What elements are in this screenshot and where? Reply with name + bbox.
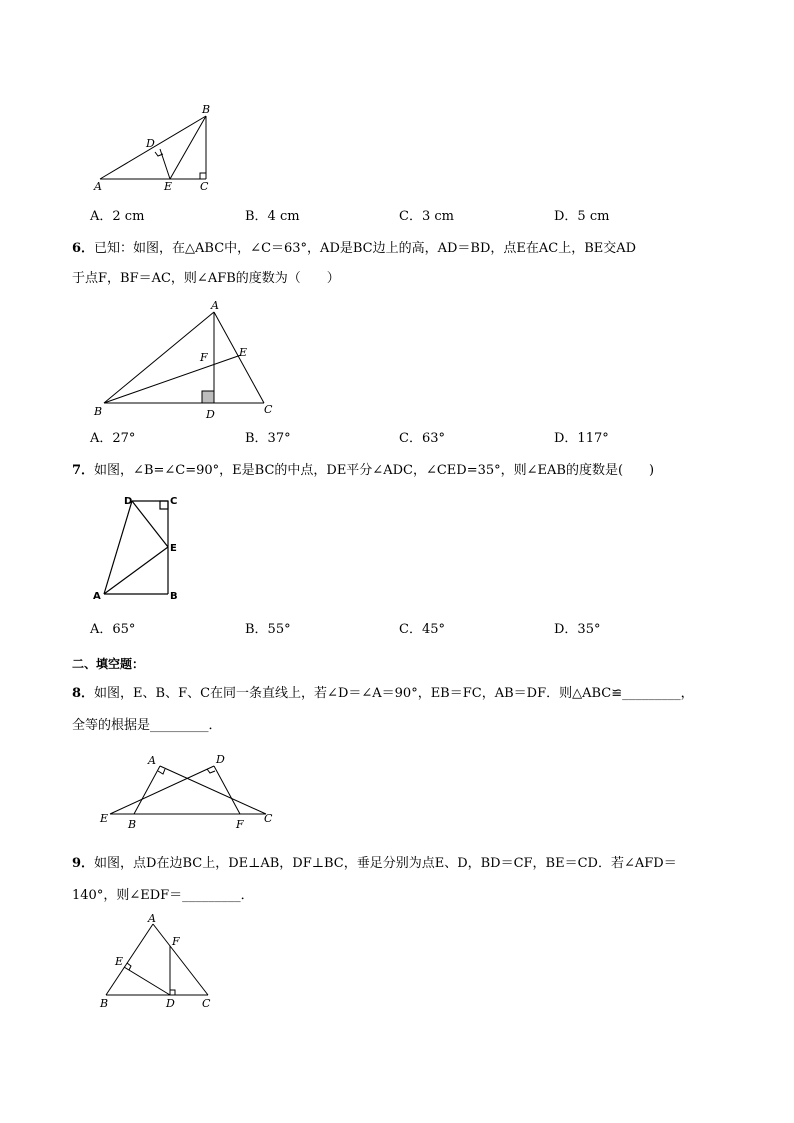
q6-option-d[interactable]: D．117° — [554, 431, 609, 446]
q9-label-e: E — [115, 955, 124, 968]
q8-label-d: D — [216, 753, 225, 766]
right-angle-mark-d — [207, 769, 215, 773]
q6-option-a[interactable]: A．27° — [90, 431, 136, 446]
q7-label-a: A — [93, 591, 101, 602]
q8-stem-line1 — [72, 686, 694, 702]
right-angle-mark-c — [160, 501, 168, 509]
q8-label-e: E — [100, 812, 109, 825]
q9-stem-line1 — [72, 856, 677, 872]
segment-ed — [124, 967, 170, 995]
q6-figure — [88, 298, 288, 423]
q7-label-c: C — [170, 496, 178, 507]
q9-label-c: C — [202, 997, 211, 1010]
q5-label-b: B — [202, 103, 211, 116]
segment-df — [214, 766, 240, 814]
segment-ae — [104, 547, 168, 594]
q7-option-d[interactable]: D．35° — [554, 622, 601, 637]
q8-label-a: A — [148, 754, 156, 767]
q5-option-d[interactable]: D．5 cm — [554, 209, 610, 224]
q5-option-b[interactable]: B．4 cm — [245, 209, 300, 224]
segment-ab — [106, 924, 153, 995]
q9-label-f: F — [172, 935, 180, 948]
q7-option-c[interactable]: C．45° — [399, 622, 445, 637]
segment-be — [170, 116, 206, 179]
right-angle-mark-c — [200, 173, 206, 179]
q8-number: 8． — [72, 686, 95, 701]
segment-be — [104, 355, 241, 403]
q6-option-c[interactable]: C．63° — [399, 431, 445, 446]
right-angle-mark-d — [170, 990, 175, 995]
q5-figure — [90, 100, 230, 195]
section-fill-blank-title: 二、填空题： — [72, 657, 145, 671]
q9-label-d: D — [166, 997, 175, 1010]
q6-label-f: F — [200, 351, 208, 364]
q7-stem-line1 — [72, 463, 654, 479]
q5-option-c[interactable]: C．3 cm — [399, 209, 454, 224]
q7-option-b[interactable]: B．55° — [245, 622, 291, 637]
q7-stem-text1: 如图，∠B=∠C=90°，E是BC的中点，DE平分∠ADC，∠CED=35°，则∠EAB的度数是( ) — [94, 463, 655, 478]
q8-label-c: C — [264, 812, 273, 825]
q6-label-c: C — [264, 403, 273, 416]
q8-stem-line2: 全等的根据是_________． — [72, 718, 222, 733]
q8-label-f: F — [236, 818, 244, 831]
q9-figure — [94, 912, 219, 1012]
q6-option-b[interactable]: B．37° — [245, 431, 291, 446]
q9-stem-line2: 140°，则∠EDF＝_________． — [72, 888, 254, 903]
q9-number: 9． — [72, 856, 95, 871]
q6-stem-line1 — [72, 241, 636, 257]
q8-stem-text1: 如图，E、B、F、C在同一条直线上，若∠D＝∠A＝90°，EB＝FC，AB＝DF．则△ABC≌_________， — [94, 686, 694, 701]
q7-option-a[interactable]: A．65° — [90, 622, 136, 637]
segment-ab — [104, 312, 214, 403]
q6-number: 6． — [72, 241, 95, 256]
right-angle-mark-d — [202, 391, 214, 403]
segment-de — [132, 501, 168, 547]
q5-label-c: C — [200, 180, 209, 193]
q6-label-b: B — [94, 405, 103, 418]
q6-stem-text1: 已知：如图，在△ABC中，∠C＝63°，AD是BC边上的高，AD＝BD，点E在AC上，BE交AD — [94, 241, 637, 256]
segment-ad — [104, 501, 132, 594]
q6-stem-line2: 于点F，BF＝AC，则∠AFB的度数为（ ） — [72, 271, 340, 286]
q5-label-e: E — [164, 180, 173, 193]
q6-label-a: A — [211, 299, 219, 312]
q7-figure — [90, 493, 190, 603]
q8-figure — [96, 748, 281, 832]
q7-label-b: B — [170, 591, 178, 602]
q8-label-b: B — [128, 818, 137, 831]
q5-label-d: D — [146, 137, 155, 150]
q9-label-a: A — [148, 912, 156, 925]
q7-number: 7． — [72, 463, 95, 478]
q5-option-a[interactable]: A．2 cm — [90, 209, 145, 224]
segment-de — [160, 149, 170, 179]
q6-label-e: E — [239, 346, 248, 359]
q7-label-d: D — [124, 496, 133, 507]
right-angle-mark-a — [158, 769, 165, 774]
q6-label-d: D — [206, 408, 215, 421]
q5-label-a: A — [94, 180, 102, 193]
q7-label-e: E — [170, 543, 177, 554]
segment-ac — [153, 924, 208, 995]
segment-ac — [160, 766, 266, 814]
q9-label-b: B — [100, 997, 109, 1010]
segment-ba — [134, 766, 160, 814]
q9-stem-text1: 如图，点D在边BC上，DE⊥AB，DF⊥BC，垂足分别为点E、D，BD＝CF，BE＝CD．若∠AFD＝ — [94, 856, 677, 871]
